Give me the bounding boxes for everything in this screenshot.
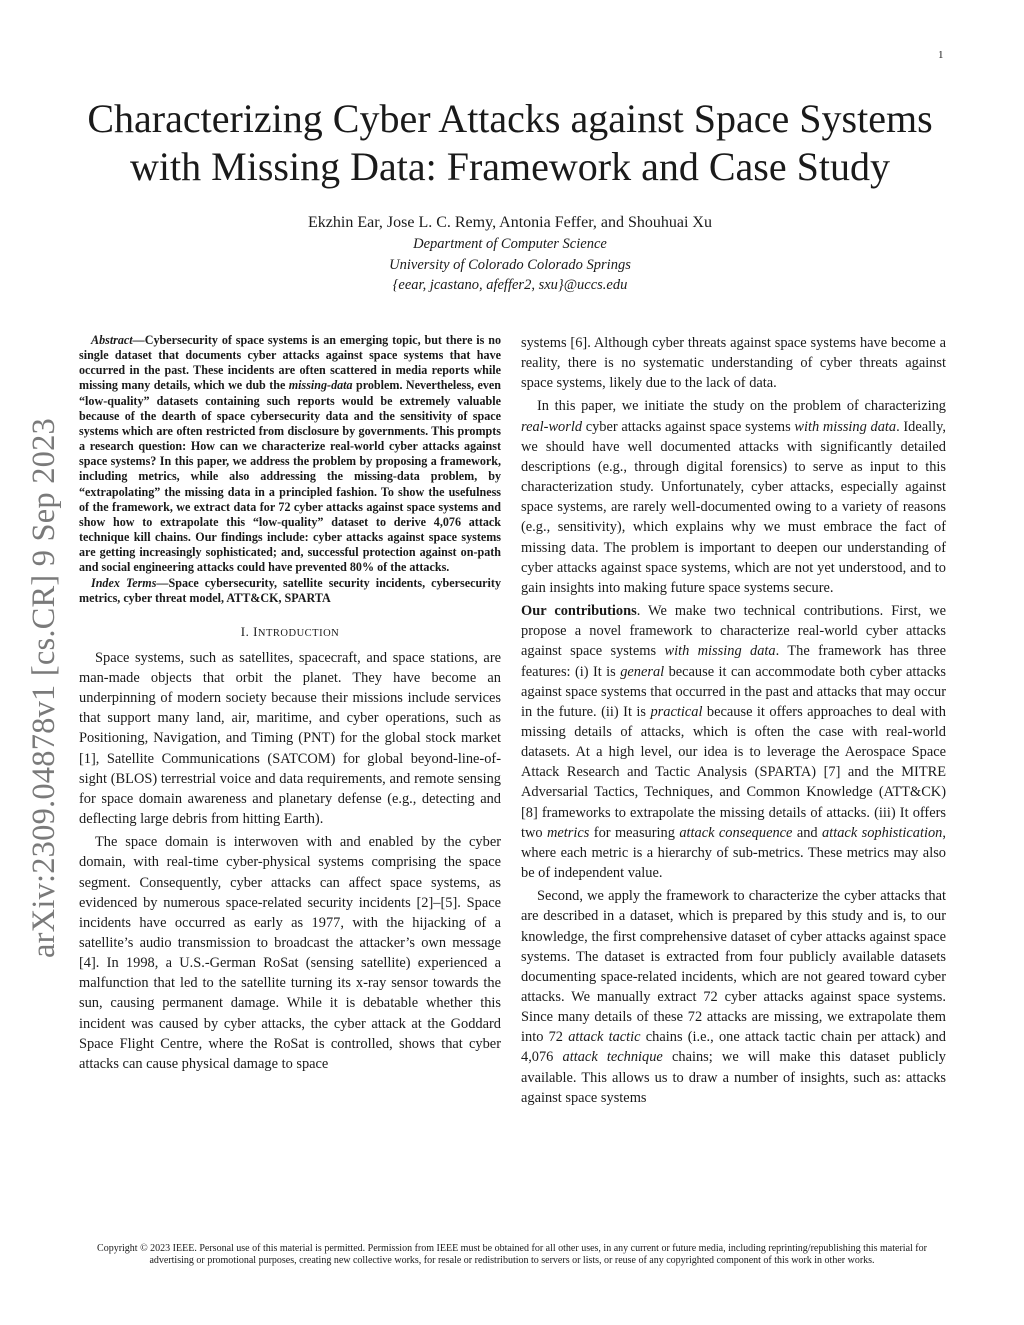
- intro-paragraph-1: Space systems, such as satellites, spacecraft, and space stations, are man-made objects that orbit the planet. They have become an underpinning of modern society because their missions include services that support many land, air, maritime, and cyber operations, such as Positioning, Navigation, and Timing (PNT) for the global stock market [1], Satellite Communications (SATCOM) for global beyond-line-of-sight (BLOS) terrestrial voice and data requirements, and remote sensing for space domain awareness and planetary defense (e.g., detecting and deflecting large debris from hitting Earth).: [79, 649, 501, 828]
- index-terms: [79, 576, 501, 606]
- p3-d: because it offers approaches to deal with missing details of attacks, which is often the case with real-world datasets. At a high level, our idea is to leverage the Aerospace Space Attack Research and Tactic Analysis (SPARTA) [7] and the MITRE Adversarial Tactics, Techniques, and Common Knowledge (ATT&CK) [8] frameworks to extrapolate the missing details of attacks. (iii) It offers two: [521, 703, 946, 841]
- university: University of Colorado Colorado Springs: [389, 257, 631, 273]
- p3-a: . We make two technical contributions. First, we propose a novel framework to characterize real-world cyber attacks against space systems: [521, 603, 946, 660]
- abstract-label: Abstract—: [91, 333, 145, 347]
- p3-f: and: [792, 824, 823, 841]
- contributions-heading: Our contributions: [521, 603, 637, 620]
- right-paragraph-1: systems [6]. Although cyber threats against space systems have become a reality, there is no systematic understanding of cyber threats against space systems, likely due to the lack of data.: [521, 335, 946, 392]
- copyright-notice: Copyright © 2023 IEEE. Personal use of this material is permitted. Permission from IEEE must be obtained for all other uses, in any current or future media, including reprinting/republishing this material for advertising or promotional purposes, creating new collective works, for resale or redistribution to servers or lists, or reuse of any copyrighted component of this work in other works.: [97, 1243, 927, 1266]
- section-initial: I: [253, 623, 258, 639]
- p3-em2: general: [620, 663, 665, 680]
- p3-em3: practical: [650, 703, 703, 720]
- contributions-paragraph: [521, 601, 946, 883]
- section-rest: NTRODUCTION: [257, 627, 340, 639]
- p2-em2: with missing data: [794, 418, 897, 435]
- p3-em4: metrics: [547, 824, 590, 841]
- p3-c: because it can accommodate both cyber attacks against space systems that occurred in the past and attacks that may occur in the future. (ii) It is: [521, 663, 946, 720]
- title-line-2: with Missing Data: Framework and Case Study: [130, 144, 890, 189]
- department: Department of Computer Science: [413, 236, 607, 252]
- author-list: Ekzhin Ear, Jose L. C. Remy, Antonia Feffer, and Shouhuai Xu: [308, 214, 712, 231]
- section-heading-introduction: [79, 624, 501, 640]
- author-emails: {eear, jcastano, afeffer2, sxu}@uccs.edu: [392, 277, 628, 293]
- left-column: [79, 333, 501, 1074]
- paper-title: [60, 95, 960, 191]
- p4-em1: attack tactic: [568, 1029, 641, 1046]
- abstract-emphasis: missing-data: [288, 378, 353, 393]
- index-terms-label: Index Terms: [91, 575, 157, 590]
- page-number: 1: [938, 49, 944, 61]
- p2-b: cyber attacks against space systems: [582, 418, 795, 435]
- p3-em6: attack sophistication: [822, 824, 943, 841]
- right-paragraph-2: [521, 396, 946, 598]
- p4-c: chains; we will make this dataset publicly available. This allows us to draw a number of insights, such as: attacks against space systems: [521, 1049, 946, 1106]
- right-column: [521, 333, 946, 1108]
- p3-e: for measuring: [589, 824, 680, 841]
- abstract: [79, 333, 501, 576]
- abstract-text-a: Cybersecurity of space systems is an emerging topic, but there is no single dataset that documents cyber attacks against space systems that have occurred in the past. These incidents are often scattered in media reports while missing many details, which we dub the: [79, 333, 501, 393]
- p2-c: . Ideally, we should have well documented attacks with significantly detailed descriptions (e.g., through digital forensics) to serve as input to this characterization study. Unfortunately, cyber attacks, especially against space systems, are rarely well-documented owing to a variety of reasons (e.g., sensitivity), which explains why we must embrace the fact of missing data. The problem is important to deepen our understanding of cyber attacks against space systems, which are not yet understood, and to gain insights into making future space systems secure.: [521, 418, 946, 596]
- title-line-1: Characterizing Cyber Attacks against Space Systems: [87, 96, 933, 141]
- p3-b: . The framework has three features: (i) It is: [521, 643, 946, 680]
- intro-paragraph-2: The space domain is interwoven with and enabled by the cyber domain, with real-time cyber-physical systems comprising the space segment. Consequently, cyber attacks can affect space systems, as evidenced by numerous space-related security incidents [2]–[5]. Space incidents have occurred as early as 1977, with the hijacking of a satellite’s audio transmission to broadcast the attacker’s own message [4]. In 1998, a U.S.-German RoSat (sensing satellite) experienced a malfunction that led to the satellite turning its x-ray sensor towards the sun, causing permanent damage. While it is debatable whether this incident was caused by cyber attacks, the cyber attack at the Goddard Space Flight Centre, where the RoSat is controlled, shows that cyber attacks can cause physical damage to space: [79, 834, 501, 1072]
- p4-em2: attack technique: [562, 1049, 663, 1066]
- p2-a: In this paper, we initiate the study on the problem of characterizing: [537, 398, 946, 415]
- abstract-text-b: problem. Nevertheless, even “low-quality” datasets containing such reports would be extremely valuable because of the dearth of space cybersecurity data and the sensitivity of space systems which are often restricted from disclosure by governments. This prompts a research question: How can we characterize real-world cyber attacks against space systems? In this paper, we address the problem by proposing a framework, including metrics, while also addressing the missing-data problem, by “extrapolating” the missing data in a principled fashion. To show the usefulness of the framework, we extract data for 72 cyber attacks against space systems and show how to extrapolate this “low-quality” dataset to derive 4,076 attack technique kill chains. Our findings include: cyber attacks against space systems are getting increasingly sophisticated; and, successful protection against on-path and social engineering attacks could have prevented 80% of the attacks.: [79, 378, 501, 575]
- p3-em5: attack consequence: [679, 824, 793, 841]
- p2-em1: real-world: [521, 418, 583, 435]
- index-terms-text: —Space cybersecurity, satellite security incidents, cybersecurity metrics, cyber threat model, ATT&CK, SPARTA: [79, 575, 501, 605]
- right-paragraph-4: [521, 886, 946, 1108]
- arxiv-identifier: arXiv:2309.04878v1 [cs.CR] 9 Sep 2023: [26, 418, 62, 958]
- p4-b: chains (i.e., one attack tactic chain per attack) and 4,076: [521, 1029, 946, 1066]
- p3-g: , where each metric is a hierarchy of sub-metrics. These metrics may also be of independent value.: [521, 824, 946, 882]
- section-numeral: I.: [240, 623, 254, 639]
- p4-a: Second, we apply the framework to characterize the cyber attacks that are described in a dataset, which is prepared by this study and is, to our knowledge, the first comprehensive dataset of cyber attacks against space systems. The dataset is extracted from four publicly available datasets documenting space-related incidents, which are not geared toward cyber attacks. We manually extract 72 cyber attacks against space systems. Since many details of these 72 attacks are missing, we extrapolate them into 72: [521, 888, 946, 1046]
- p3-em1: with missing data: [664, 643, 776, 660]
